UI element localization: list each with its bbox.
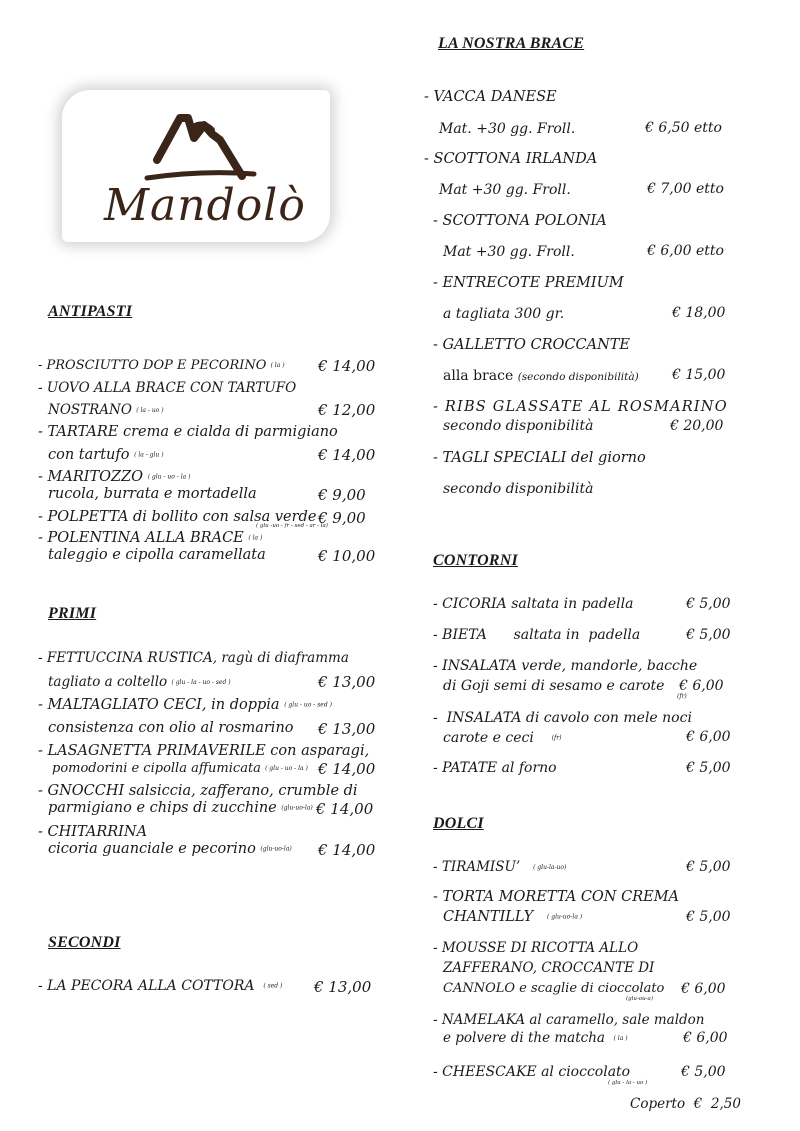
- menu-item-desc: consistenza con olio al rosmarino: [48, 720, 294, 736]
- menu-item-price: € 14,00: [318, 357, 376, 375]
- menu-item-name: - TIRAMISU’ ( glu-la-uo): [433, 859, 567, 875]
- menu-item-price: € 10,00: [318, 547, 376, 565]
- menu-item-desc: secondo disponibilità: [443, 418, 594, 434]
- menu-item-price: € 13,00: [318, 720, 376, 738]
- menu-item-price: € 9,00: [318, 486, 366, 504]
- menu-item-price: € 6,00: [681, 981, 726, 997]
- section-title-dolci: DOLCI: [433, 815, 484, 832]
- menu-item-price: € 5,00: [686, 627, 731, 643]
- menu-item-desc: cicoria guanciale e pecorino (glu-uo-la): [48, 841, 292, 857]
- menu-item-price: € 6,00: [683, 1030, 728, 1046]
- menu-item-price: € 7,00 etto: [647, 181, 724, 197]
- menu-item-price: € 5,00: [686, 859, 731, 875]
- menu-item-desc: NOSTRANO ( la - uo ): [48, 402, 164, 418]
- menu-item-price: € 6,00: [686, 729, 731, 745]
- section-title-secondi: SECONDI: [48, 934, 121, 951]
- menu-item-name: - CHITARRINA: [38, 824, 148, 840]
- coperto-charge: Coperto € 2,50: [630, 1096, 741, 1112]
- menu-item-desc: con tartufo ( la - glu ): [48, 447, 164, 463]
- menu-item-name: - BIETA saltata in padella: [433, 627, 641, 643]
- menu-item-price: € 6,50 etto: [645, 120, 722, 136]
- menu-item-name: - UOVO ALLA BRACE CON TARTUFO: [38, 380, 297, 396]
- menu-item-price: € 6,00 etto: [647, 243, 724, 259]
- section-title-antipasti: ANTIPASTI: [48, 303, 133, 320]
- menu-item-name: - ENTRECOTE PREMIUM: [433, 275, 624, 291]
- menu-item-name: - POLPETTA di bollito con salsa verde: [38, 509, 317, 525]
- menu-item-name: - GNOCCHI salsiccia, zafferano, crumble di: [38, 783, 358, 799]
- menu-item-desc: pomodorini e cipolla affumicata ( glu - uo - la ): [52, 761, 308, 776]
- menu-item-desc: tagliato a coltello ( glu - la - uo - sed ): [48, 674, 231, 690]
- menu-item-allergens: (fr): [677, 693, 687, 700]
- menu-item-name: - PATATE al forno: [433, 760, 557, 776]
- menu-item-price: € 9,00: [318, 509, 366, 527]
- menu-item-name: - INSALATA di cavolo con mele noci: [433, 710, 692, 726]
- section-title-contorni: CONTORNI: [433, 552, 518, 569]
- menu-item-name: - MOUSSE DI RICOTTA ALLO: [433, 940, 639, 956]
- menu-item-allergens: ( glu - la - uo ): [608, 1080, 648, 1086]
- menu-item-name: - SCOTTONA IRLANDA: [424, 151, 598, 167]
- menu-item-allergens: ( glu -uo - fr - sed - ar - la): [256, 523, 328, 529]
- menu-item-desc: a tagliata 300 gr.: [443, 306, 565, 322]
- menu-item-desc: CANNOLO e scaglie di cioccolato: [443, 981, 665, 996]
- menu-item-desc: Mat. +30 gg. Froll.: [439, 121, 576, 137]
- menu-item-desc: rucola, burrata e mortadella: [48, 486, 257, 502]
- menu-item-desc: di Goji semi di sesamo e carote: [443, 678, 665, 694]
- mountain-logo-icon: [62, 90, 330, 242]
- menu-item-desc: taleggio e cipolla caramellata: [48, 547, 266, 563]
- menu-item-name: - RIBS GLASSATE AL ROSMARINO: [433, 399, 728, 415]
- menu-item-price: € 18,00: [672, 305, 726, 321]
- menu-item-name: - GALLETTO CROCCANTE: [433, 337, 631, 353]
- section-title-brace: LA NOSTRA BRACE: [438, 35, 585, 52]
- menu-item-price: € 5,00: [686, 596, 731, 612]
- menu-item-desc: Mat +30 gg. Froll.: [439, 182, 571, 198]
- menu-item-name: - VACCA DANESE: [424, 89, 557, 105]
- menu-item-desc: secondo disponibilità: [443, 481, 594, 497]
- menu-item-name: - CHEESCAKE al cioccolato: [433, 1064, 631, 1080]
- menu-item-name: - FETTUCCINA RUSTICA, ragù di diaframma: [38, 650, 349, 666]
- menu-item-price: € 12,00: [318, 401, 376, 419]
- menu-item-price: € 13,00: [314, 978, 372, 996]
- menu-item-name: - MARITOZZO ( glu - uo - la ): [38, 469, 191, 485]
- menu-item-name: - LASAGNETTA PRIMAVERILE con asparagi,: [38, 743, 370, 759]
- menu-item-price: € 15,00: [672, 367, 726, 383]
- svg-text:Mandolò: Mandolò: [104, 180, 306, 231]
- logo-card: [62, 90, 330, 242]
- menu-item-desc: alla brace (secondo disponibilità): [443, 368, 639, 384]
- menu-item-price: € 14,00: [316, 800, 374, 818]
- section-title-primi: PRIMI: [48, 605, 97, 622]
- menu-item-price: € 5,00: [681, 1064, 726, 1080]
- menu-item-name: - CICORIA saltata in padella: [433, 596, 634, 612]
- menu-item-price: € 20,00: [670, 418, 724, 434]
- menu-item-name: - PROSCIUTTO DOP E PECORINO ( la ): [38, 358, 285, 373]
- menu-item-price: € 14,00: [318, 446, 376, 464]
- menu-item-price: € 13,00: [318, 673, 376, 691]
- menu-item-name: - LA PECORA ALLA COTTORA ( sed ): [38, 978, 283, 994]
- menu-item-price: € 6,00: [679, 678, 724, 694]
- menu-item-price: € 14,00: [318, 841, 376, 859]
- menu-item-name: - TAGLI SPECIALI del giorno: [433, 450, 646, 466]
- menu-item-desc: CHANTILLY ( glu-uo-la ): [443, 909, 583, 925]
- menu-item-desc: carote e ceci (fr): [443, 730, 562, 746]
- menu-item-name: - MALTAGLIATO CECI, in doppia ( glu - uo - sed ): [38, 697, 332, 713]
- menu-item-name: - TORTA MORETTA CON CREMA: [433, 889, 680, 905]
- menu-item-name: - NAMELAKA al caramello, sale maldon: [433, 1012, 705, 1028]
- menu-item-price: € 5,00: [686, 909, 731, 925]
- menu-item-name: - INSALATA verde, mandorle, bacche: [433, 658, 698, 674]
- menu-item-name: - SCOTTONA POLONIA: [433, 213, 607, 229]
- menu-item-price: € 5,00: [686, 760, 731, 776]
- menu-item-desc: Mat +30 gg. Froll.: [443, 244, 575, 260]
- menu-item-desc: ZAFFERANO, CROCCANTE DI: [443, 960, 655, 976]
- menu-item-allergens: (glu-ou-a): [626, 996, 653, 1002]
- menu-item-price: € 14,00: [318, 760, 376, 778]
- menu-item-name: - TARTARE crema e cialda di parmigiano: [38, 424, 338, 440]
- menu-item-name: - POLENTINA ALLA BRACE ( la ): [38, 530, 263, 546]
- menu-item-desc: e polvere di the matcha ( la ): [443, 1030, 628, 1046]
- menu-item-desc: parmigiano e chips di zucchine (glu-uo-la): [48, 800, 313, 816]
